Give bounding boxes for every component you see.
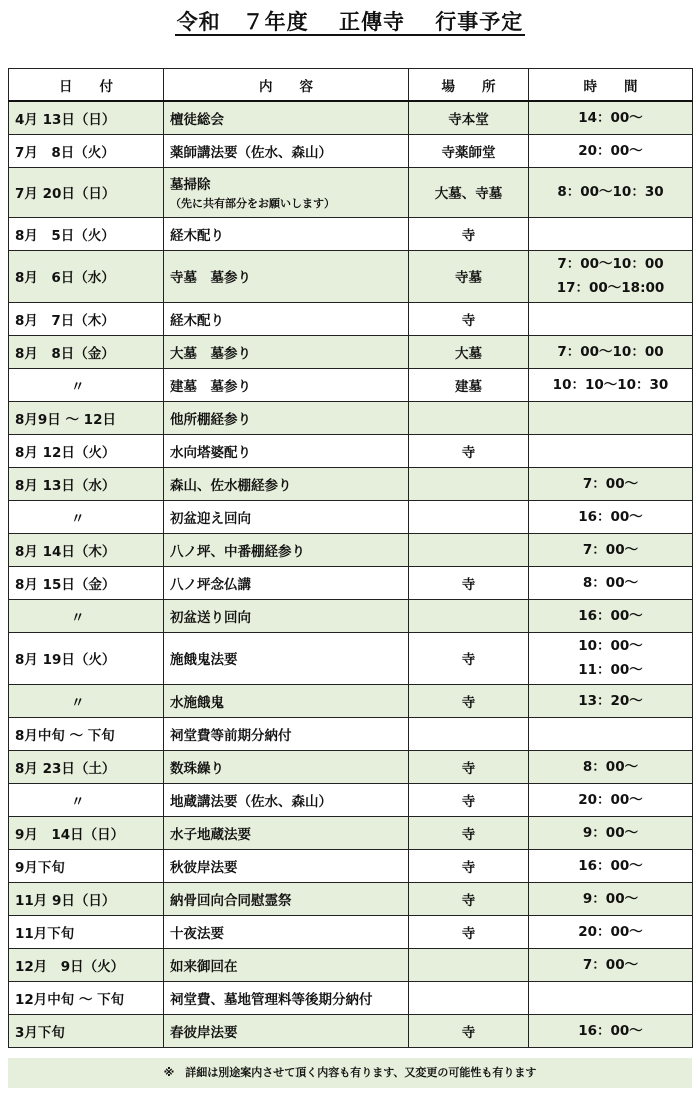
row-content-text: 森山、佐水棚経参り [170,477,292,494]
page-title [0,6,700,36]
row-date: 〃 [9,783,164,816]
page-title-text: 令和 ７年度 正傳寺 行事予定 [176,10,524,34]
row-time-value: 8：00～ [582,758,639,775]
row-date: 8月 19日（火） [9,632,164,684]
row-content [164,368,409,401]
header-date: 日 付 [9,69,164,102]
table-row [9,500,693,533]
row-content-text: 水施餓鬼 [170,694,224,711]
row-time-value: 7：00～10：00 [557,343,664,360]
row-place: 寺 [409,302,529,335]
row-place [409,533,529,566]
table-row [9,566,693,599]
row-content-text: 数珠繰り [170,760,224,777]
row-content [164,134,409,167]
table-row [9,750,693,783]
row-time-value: 7：00～ [582,475,639,492]
row-content-text: 経木配り [170,227,224,244]
table-row [9,302,693,335]
row-date: 8月 15日（金） [9,566,164,599]
row-date: 3月下旬 [9,1014,164,1047]
row-date: 12月中旬 ～ 下旬 [9,981,164,1014]
row-time [529,750,693,783]
row-time [529,684,693,717]
row-date: 9月 14日（日） [9,816,164,849]
row-content [164,882,409,915]
row-time [529,882,693,915]
row-date: 8月中旬 ～ 下旬 [9,717,164,750]
row-content-text: 祠堂費等前期分納付 [170,727,292,744]
row-time-value: 20：00～ [578,142,643,159]
row-content-text: 寺墓 墓参り [170,270,251,286]
row-content [164,533,409,566]
row-time [529,217,693,250]
row-time [529,816,693,849]
row-place: 寺 [409,1014,529,1047]
row-content [164,816,409,849]
row-time-value: 8：00～10：30 [557,184,664,200]
table-row [9,599,693,632]
row-place: 寺 [409,750,529,783]
table-row [9,684,693,717]
row-place: 寺 [409,849,529,882]
row-time-value: 9：00～ [582,890,639,907]
table-row [9,434,693,467]
row-time-value: 17：00～18:00 [556,280,665,296]
row-content [164,500,409,533]
schedule-table [8,68,693,1048]
row-time-value: 20：00～ [578,791,643,808]
table-row [9,368,693,401]
header-row [9,69,693,102]
row-time [529,632,693,684]
row-place: 寺 [409,783,529,816]
row-time [529,981,693,1014]
row-content-text: 地蔵講法要（佐水、森山） [170,793,332,810]
row-place: 建墓 [409,368,529,401]
table-row [9,915,693,948]
row-date: 〃 [9,599,164,632]
row-time-value: 13：20～ [578,692,643,709]
row-place: 寺 [409,816,529,849]
row-place: 大墓 [409,335,529,368]
row-date: 8月 14日（木） [9,533,164,566]
row-content-text: 如来御回在 [170,958,238,975]
row-time [529,1014,693,1047]
row-content-text: 秋彼岸法要 [170,859,238,876]
row-content [164,783,409,816]
table-row [9,948,693,981]
row-content-text: 初盆送り回向 [170,609,251,626]
table-row [9,632,693,684]
table-row [9,882,693,915]
row-place: 寺薬師堂 [409,134,529,167]
header-time: 時 間 [529,69,693,102]
row-time-value: 20：00～ [578,923,643,940]
row-place [409,401,529,434]
row-time [529,783,693,816]
row-place: 寺墓 [409,250,529,302]
row-time [529,599,693,632]
row-content-text: 納骨回向合同慰霊祭 [170,892,292,909]
row-place [409,981,529,1014]
table-row [9,134,693,167]
row-place: 寺 [409,217,529,250]
row-time [529,250,693,302]
row-content-text: 大墓 墓参り [170,345,251,362]
footer-note: ※ 詳細は別途案内させて頂く内容も有ります、又変更の可能性も有ります [8,1058,692,1088]
schedule-rows [9,101,693,1047]
row-time-value: 7：00～ [582,541,639,558]
row-time-value: 10：10～10：30 [552,376,669,393]
row-date: 8月 8日（金） [9,335,164,368]
row-time [529,500,693,533]
row-place: 寺 [409,434,529,467]
row-content [164,167,409,217]
row-time [529,302,693,335]
table-row [9,849,693,882]
row-place [409,948,529,981]
row-time-value: 16：00～ [578,607,643,624]
table-row [9,783,693,816]
row-time [529,134,693,167]
table-row [9,467,693,500]
row-place [409,599,529,632]
table-row [9,981,693,1014]
row-time-value: 8：00～ [582,574,639,591]
row-date: 7月 20日（日） [9,167,164,217]
row-time-value: 16：00～ [578,1022,643,1039]
table-row [9,401,693,434]
row-content-text: 建墓 墓参り [170,378,251,395]
row-time-value: 16：00～ [578,857,643,874]
row-time [529,101,693,134]
header-content: 内 容 [164,69,409,102]
row-content [164,467,409,500]
row-place: 大墓、寺墓 [409,167,529,217]
row-date: 12月 9日（火） [9,948,164,981]
row-date: 4月 13日（日） [9,101,164,134]
row-content-text: 経木配り [170,312,224,329]
row-time-value: 10：00～ [578,638,643,654]
row-content-text: 祠堂費、墓地管理料等後期分納付 [170,991,373,1008]
row-date: 〃 [9,500,164,533]
row-time-value: 7：00～ [582,956,639,973]
row-time-value: 9：00～ [582,824,639,841]
row-time [529,434,693,467]
row-date: 8月 6日（水） [9,250,164,302]
row-content [164,849,409,882]
header-place: 場 所 [409,69,529,102]
row-content [164,717,409,750]
row-content [164,1014,409,1047]
row-time-value: 16：00～ [578,508,643,525]
row-time [529,533,693,566]
row-content [164,684,409,717]
row-date: 〃 [9,684,164,717]
row-content [164,599,409,632]
row-date: 8月9日 ～ 12日 [9,401,164,434]
row-time-value: 7：00～10：00 [557,256,664,272]
row-content-text: 檀徒総会 [170,111,224,128]
row-time [529,467,693,500]
row-content-text: 八ノ坪念仏講 [170,576,251,593]
row-time [529,915,693,948]
table-row [9,101,693,134]
row-time [529,401,693,434]
row-time-value: 11：00～ [578,662,643,678]
row-time [529,566,693,599]
row-content [164,750,409,783]
row-content-text: 春彼岸法要 [170,1024,238,1041]
row-place: 寺本堂 [409,101,529,134]
row-content-text: 八ノ坪、中番棚経参り [170,543,305,560]
row-content-text: 水子地蔵法要 [170,826,251,843]
table-row [9,217,693,250]
row-place [409,500,529,533]
row-content [164,401,409,434]
table-row [9,816,693,849]
row-time [529,717,693,750]
table-row [9,250,693,302]
row-date: 9月下旬 [9,849,164,882]
row-content [164,566,409,599]
row-time [529,368,693,401]
row-time-value: 14：00～ [578,109,643,126]
row-content [164,632,409,684]
row-time [529,167,693,217]
row-date: 〃 [9,368,164,401]
row-content-text: 薬師講法要（佐水、森山） [170,144,332,161]
row-time [529,849,693,882]
row-time [529,335,693,368]
row-content-note: （先に共有部分をお願いします） [170,197,335,210]
row-content [164,434,409,467]
row-date: 11月下旬 [9,915,164,948]
table-row [9,335,693,368]
row-date: 8月 12日（火） [9,434,164,467]
row-content [164,250,409,302]
table-row [9,533,693,566]
row-place: 寺 [409,566,529,599]
row-content [164,915,409,948]
row-content-text: 他所棚経参り [170,411,251,428]
row-content [164,335,409,368]
row-place [409,717,529,750]
row-place: 寺 [409,632,529,684]
table-row [9,1014,693,1047]
row-place: 寺 [409,882,529,915]
row-content-text: 水向塔婆配り [170,444,251,461]
row-date: 7月 8日（火） [9,134,164,167]
row-date: 8月 5日（火） [9,217,164,250]
row-date: 11月 9日（日） [9,882,164,915]
row-place: 寺 [409,684,529,717]
row-content-text: 初盆迎え回向 [170,510,251,527]
row-content-text: 施餓鬼法要 [170,652,238,668]
row-content [164,217,409,250]
row-content-text: 墓掃除 [170,177,211,193]
row-content [164,302,409,335]
row-content [164,981,409,1014]
row-content [164,101,409,134]
row-date: 8月 23日（土） [9,750,164,783]
table-row [9,167,693,217]
row-time [529,948,693,981]
row-place [409,467,529,500]
row-place: 寺 [409,915,529,948]
row-content [164,948,409,981]
row-content-text: 十夜法要 [170,925,224,942]
row-date: 8月 7日（木） [9,302,164,335]
table-row [9,717,693,750]
row-date: 8月 13日（水） [9,467,164,500]
